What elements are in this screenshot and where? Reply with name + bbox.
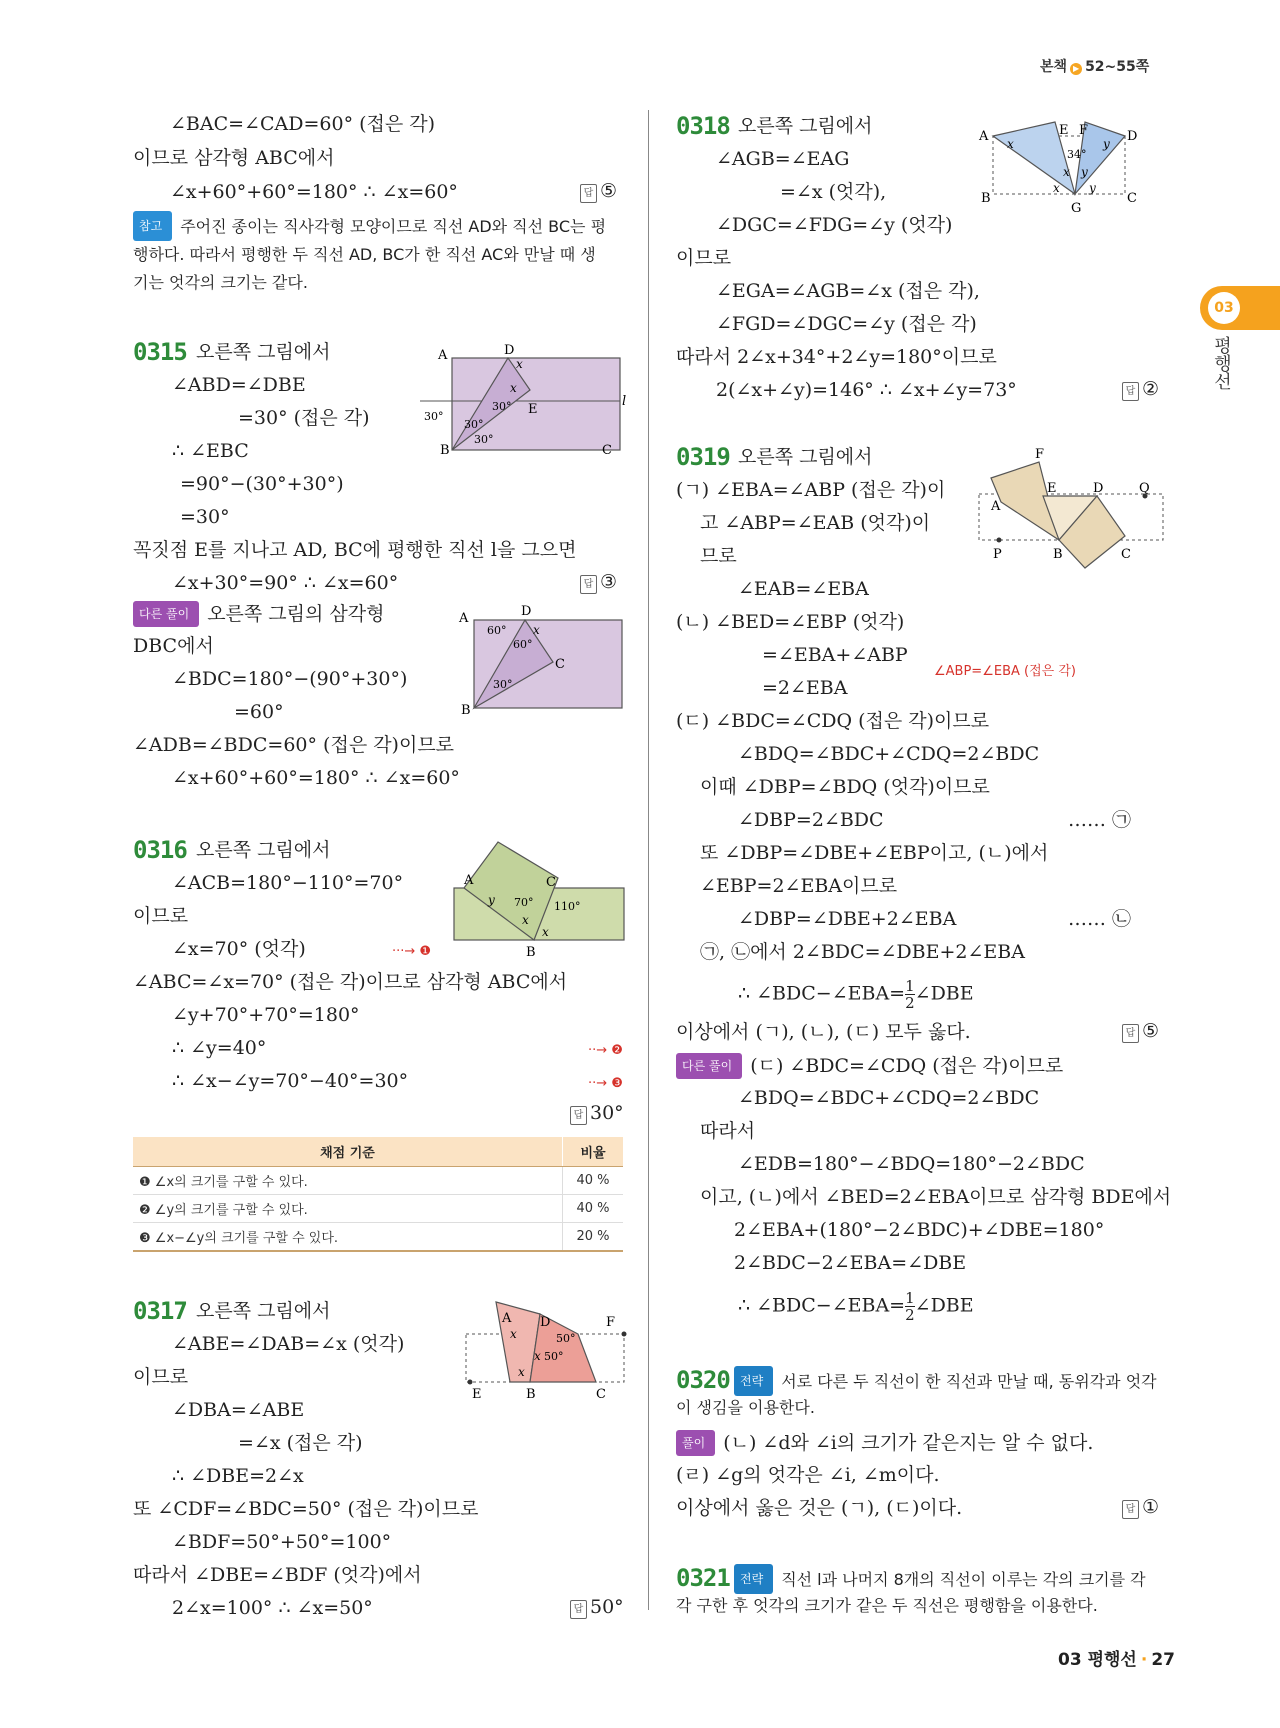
page-number: 27 bbox=[1151, 1650, 1175, 1670]
fig-label: A bbox=[502, 1311, 512, 1326]
problem-number-0316: 0316 bbox=[133, 836, 187, 864]
problem-number-0315: 0315 bbox=[133, 338, 187, 366]
intro-line-2: 이므로 삼각형 ABC에서 bbox=[133, 147, 335, 169]
fig-label: 60° bbox=[513, 638, 533, 651]
problem-number-0317: 0317 bbox=[133, 1297, 187, 1325]
fig-label: B bbox=[526, 945, 536, 958]
footer-chapter: 03 평행선 bbox=[1058, 1650, 1137, 1670]
intro-line-3: ∠x+60°+60°=180° ∴ ∠x=60° bbox=[170, 181, 458, 203]
strategy-0321: 전략 직선 l과 나머지 8개의 직선이 이루는 각의 크기를 각 bbox=[734, 1564, 1146, 1594]
fig-label: x bbox=[542, 925, 549, 939]
solution-tag-0320: 풀이 bbox=[676, 1430, 715, 1456]
fig-label: Q bbox=[1139, 481, 1150, 496]
conclusion-line: ∴ ∠BDC−∠EBA= $\frac{1}{2}$ ∠DBE bbox=[738, 977, 974, 1012]
fig-label: B bbox=[440, 443, 450, 458]
note-block: 참고 주어진 종이는 직사각형 모양이므로 직선 AD와 직선 BC는 평 행하다. 따라서 평행한 두 직선 AD, BC가 한 직선 AC와 만날 때 생 기는 엇각의 크기는 같다. bbox=[133, 211, 633, 297]
answer-0319: 답 ⑤ bbox=[1122, 1020, 1159, 1043]
page: 본책 ▶ 52~55쪽 03 평행선 ∠BAC=∠CAD=60° (접은 각) 이므로 삼각형 ABC에서 ∠x+60°+60°=180° ∴ ∠x=60° 답 ⑤ 참고 주어진 종이는 직사각형 모양이므로 직선 AD와 직선 BC는 평 행하다. 따라서 평행한 두 직선 AD, BC가 한 직선 AC와 만날 때 생 기는 엇각의 크기는 같다. 0315 오른쪽 그림에서 ∠ABD=∠DBE =30° (접은 각) ∴ ∠EBC =90°−(30°+30°) =30° 꼭짓점 E를 지나고 AD, BC에 평행한 직선 l을 그으면 ∠x+30°=90° ∴ ∠x=60° 답 ③ A D x x 30° E l 30° 30° 30° B C 다른 풀이 오른쪽 그림의 삼각형 DBC에서 ∠BDC=180°−(90°+30°) =60° ∠ADB=∠BDC=60° (접은 각)이므로 ∠x+60°+60°=180° ∴ ∠x=60° A D 60° x 60° C 30° B 0316 오른쪽 그림에서 ∠ACB=180°−110°=70° 이므로 ∠x=70° (엇각) ···→ ❶ ∠ABC=∠x=70° (접은 각)이므로 삼각형 ABC에서 ∠y+70°+70°=180° ∴ ∠y=40° ··→ ❷ ∴ ∠x−∠y=70°−40°=30° ··→ ❸ 답 30° A C y 70° 110° x x B 채점 기준 비율 ❶ ∠x의 크기를 구할 수 있다. 40 % ❷ ∠y의 크기를 구할 수 있다. 40 % ❸ ∠x−∠y의 크기를 구할 수 있다. 20 % 0317 오른쪽 그림에서 ∠ABE=∠DAB=∠x (엇각) 이므로 ∠DBA=∠ABE =∠x (접은 각) ∴ ∠DBE=2∠x 또 ∠CDF=∠BDC=50° (접은 각)이므로 ∠BDF=50°+50°=100° 따라서 ∠DBE=∠BDF (엇각)에서 2∠x=100° ∴ ∠x=50° 답 50° A D F x 50° x 50° x E B C 0318 오른쪽 그림에서 ∠AGB=∠EAG =∠x (엇각), ∠DGC=∠FDG=∠y (엇각) 이므로 ∠EGA=∠AGB=∠x (접은 각), ∠FGD=∠DGC=∠y (접은 각) 따라서 2∠x+34°+2∠y=180°이므로 2(∠x+∠y)=146° ∴ ∠x+∠y=73° 답 ② A E F D 34° x x y y B G C x y 0319 오른쪽 그림에서 (ㄱ) ∠EBA=∠ABP (접은 각)이 고 ∠ABP=∠EAB (엇각)이 므로 ∠EAB=∠EBA (ㄴ) ∠BED=∠EBP (엇각) =∠EBA+∠ABP ∠ABP=∠EBA (접은 각) =2∠EBA (ㄷ) ∠BDC=∠CDQ (접은 각)이므로 ∠BDQ=∠BDC+∠CDQ=2∠BDC 이때 ∠DBP=∠BDQ (엇각)이므로 ∠DBP=2∠BDC …… ㉠ 또 ∠DBP=∠DBE+∠EBP이고, (ㄴ)에서 ∠EBP=2∠EBA이므로 ∠DBP=∠DBE+2∠EBA …… ㉡ ㉠, ㉡에서 2∠BDC=∠DBE+2∠EBA ∴ ∠BDC−∠EBA= $\frac{1}{2}$ ∠DBE 이상에서 (ㄱ), (ㄴ), (ㄷ) 모두 옳다. 답 ⑤ 다른 풀이 (ㄷ) ∠BDC=∠CDQ (접은 각)이므로 ∠BDQ=∠BDC+∠CDQ=2∠BDC 따라서 ∠EDB=180°−∠BDQ=180°−2∠BDC 이고, (ㄴ)에서 ∠BED=2∠EBA이므로 삼각형 BDE에서 2∠EBA+(180°−2∠BDC)+∠DBE=180° 2∠BDC−2∠EBA=∠DBE ∴ ∠BDC−∠EBA= $\frac{1}{2}$ ∠DBE F E D Q A P B C 0320 전략 서로 다른 두 직선이 한 직선과 만날 때, 동위각과 엇각 이 생김을 이용한다. 풀이 (ㄴ) ∠d와 ∠i의 크기가 같은지는 알 수 없다. (ㄹ) ∠g의 엇각은 ∠i, ∠m이다. 이상에서 옳은 것은 (ㄱ), (ㄷ)이다. 답 ① 0321 전략 직선 l과 나머지 8개의 직선이 이루는 각의 크기를 각 각 구한 후 엇각의 크기가 같은 두 직선은 평행함을 이용한다. 03 평행선 · 27 bbox=[0, 0, 1280, 1728]
fig-label: A bbox=[464, 873, 474, 888]
solution-0320-line-1: 풀이 (ㄴ) ∠d와 ∠i의 크기가 같은지는 알 수 없다. bbox=[676, 1430, 1093, 1456]
fraction: $\frac{1}{2}$ bbox=[905, 1289, 915, 1324]
fig-label: F bbox=[1035, 447, 1045, 462]
fig-label: 50° bbox=[556, 1332, 576, 1345]
eq-marker-2: …… ㉡ bbox=[1068, 908, 1132, 930]
fig-label: 110° bbox=[554, 900, 581, 913]
fig-label: E bbox=[1059, 123, 1069, 138]
scoring-criteria-table bbox=[133, 1137, 623, 1252]
fig-label: 30° bbox=[492, 400, 512, 413]
fig-label: 30° bbox=[493, 678, 513, 691]
strategy-tag-0320: 전략 bbox=[734, 1366, 773, 1396]
fig-label: 30° bbox=[474, 433, 494, 446]
fig-label: x bbox=[522, 913, 529, 927]
fig-label: 60° bbox=[487, 624, 507, 637]
alt-conclusion-line: ∴ ∠BDC−∠EBA= $\frac{1}{2}$ ∠DBE bbox=[738, 1289, 974, 1324]
fig-label: C bbox=[1127, 191, 1137, 206]
fig-label: E bbox=[1047, 481, 1057, 496]
chapter-number: 03 bbox=[1208, 292, 1240, 324]
problem-number-0321: 0321 bbox=[676, 1564, 730, 1592]
header-pages: 52~55쪽 bbox=[1085, 59, 1150, 75]
column-divider bbox=[648, 110, 649, 1610]
fig-label: x bbox=[534, 1349, 541, 1363]
header-book: 본책 bbox=[1040, 59, 1068, 75]
fig-label: E bbox=[528, 402, 538, 417]
side-note: ∠ABP=∠EBA (접은 각) bbox=[934, 664, 1076, 679]
fig-label: x bbox=[1063, 165, 1070, 179]
fraction: $\frac{1}{2}$ bbox=[905, 977, 915, 1012]
fig-label: y bbox=[1081, 165, 1088, 179]
marker-3: ··→ ❸ bbox=[588, 1076, 623, 1091]
figure-0319 bbox=[975, 446, 1170, 576]
fig-label: 34° bbox=[1067, 148, 1087, 161]
fig-label: A bbox=[459, 611, 469, 626]
intro-line-1: ∠BAC=∠CAD=60° (접은 각) bbox=[170, 113, 436, 135]
fig-label: D bbox=[504, 343, 515, 358]
fig-label: D bbox=[1127, 129, 1138, 144]
fig-label: l bbox=[622, 394, 627, 409]
alt-tag-0319: 다른 풀이 bbox=[676, 1053, 742, 1079]
problem-number-0318: 0318 bbox=[676, 112, 730, 140]
fig-label: B bbox=[981, 191, 991, 206]
page-header bbox=[1040, 56, 1149, 76]
fig-label: C bbox=[602, 443, 612, 458]
answer-mark-icon: 답 bbox=[580, 184, 597, 203]
fig-label: C bbox=[555, 657, 565, 672]
header-arrow-icon: ▶ bbox=[1070, 63, 1082, 75]
table-row: ❸ ∠x−∠y의 크기를 구할 수 있다. 20 % bbox=[133, 1223, 623, 1252]
fig-label: y bbox=[488, 893, 495, 907]
fig-label: D bbox=[521, 604, 532, 619]
answer-0318: 답 ② bbox=[1122, 378, 1159, 401]
eq-marker-1: …… ㉠ bbox=[1068, 809, 1132, 831]
problem-number-0320: 0320 bbox=[676, 1366, 730, 1394]
fig-label: P bbox=[993, 547, 1002, 562]
fig-label: C bbox=[596, 1387, 606, 1402]
marker-2: ··→ ❷ bbox=[588, 1043, 623, 1058]
figure-0316 bbox=[450, 838, 635, 958]
strategy-tag-0321: 전략 bbox=[734, 1564, 773, 1594]
fig-label: A bbox=[979, 129, 989, 144]
fig-label: 50° bbox=[544, 1350, 564, 1363]
intro-answer: 답 ⑤ bbox=[580, 180, 617, 203]
fig-label: 30° bbox=[424, 410, 444, 423]
fig-label: A bbox=[438, 348, 448, 363]
note-tag: 참고 bbox=[133, 211, 172, 241]
fig-label: 70° bbox=[514, 896, 534, 909]
figure-0318 bbox=[975, 116, 1165, 216]
fig-label: G bbox=[1071, 201, 1082, 216]
fig-label: y bbox=[1089, 181, 1096, 195]
fig-label: D bbox=[540, 1315, 551, 1330]
chapter-title: 평행선 bbox=[1211, 336, 1232, 390]
fig-label: F bbox=[606, 1315, 616, 1330]
alt-0319-line-1: 다른 풀이 (ㄷ) ∠BDC=∠CDQ (접은 각)이므로 bbox=[676, 1053, 1063, 1079]
marker-1: ···→ ❶ bbox=[392, 944, 432, 959]
fig-label: y bbox=[1103, 137, 1110, 151]
criteria-header: 채점 기준 bbox=[133, 1137, 563, 1167]
problem-number-0319: 0319 bbox=[676, 443, 730, 471]
fig-label: F bbox=[1079, 123, 1089, 138]
answer-0320: 답 ① bbox=[1122, 1496, 1159, 1519]
fig-label: x bbox=[533, 623, 540, 637]
fig-label: B bbox=[526, 1387, 536, 1402]
answer-0316: 답 30° bbox=[570, 1102, 624, 1125]
page-footer: 03 평행선 · 27 bbox=[1058, 1650, 1175, 1670]
strategy-0320: 전략 서로 다른 두 직선이 한 직선과 만날 때, 동위각과 엇각 bbox=[734, 1366, 1157, 1396]
answer-0317: 답 50° bbox=[570, 1596, 624, 1619]
fig-label: C bbox=[546, 875, 556, 890]
fig-label: x bbox=[510, 381, 517, 395]
figure-0315 bbox=[420, 340, 630, 460]
fig-label: x bbox=[510, 1327, 517, 1341]
fig-label: E bbox=[472, 1387, 482, 1402]
alt-0315-line-1: 다른 풀이 오른쪽 그림의 삼각형 bbox=[133, 601, 384, 627]
fig-label: x bbox=[518, 1365, 525, 1379]
fig-label: B bbox=[1053, 547, 1063, 562]
fig-label: C bbox=[1121, 547, 1131, 562]
fig-label: D bbox=[1093, 481, 1104, 496]
answer-0315: 답 ③ bbox=[580, 571, 617, 594]
chapter-tab[interactable] bbox=[1200, 286, 1280, 330]
fig-label: B bbox=[461, 703, 471, 715]
fig-label: x bbox=[1053, 181, 1060, 195]
fig-label: 30° bbox=[464, 418, 484, 431]
table-row: ❶ ∠x의 크기를 구할 수 있다. 40 % bbox=[133, 1167, 623, 1195]
ratio-header: 비율 bbox=[563, 1137, 624, 1167]
fig-label: A bbox=[991, 499, 1001, 514]
fig-label: x bbox=[516, 357, 523, 371]
alt-tag-0315: 다른 풀이 bbox=[133, 601, 199, 627]
figure-0315-alt bbox=[455, 600, 635, 715]
table-row: ❷ ∠y의 크기를 구할 수 있다. 40 % bbox=[133, 1195, 623, 1223]
fig-label: x bbox=[1007, 137, 1014, 151]
figure-0317 bbox=[462, 1298, 637, 1408]
